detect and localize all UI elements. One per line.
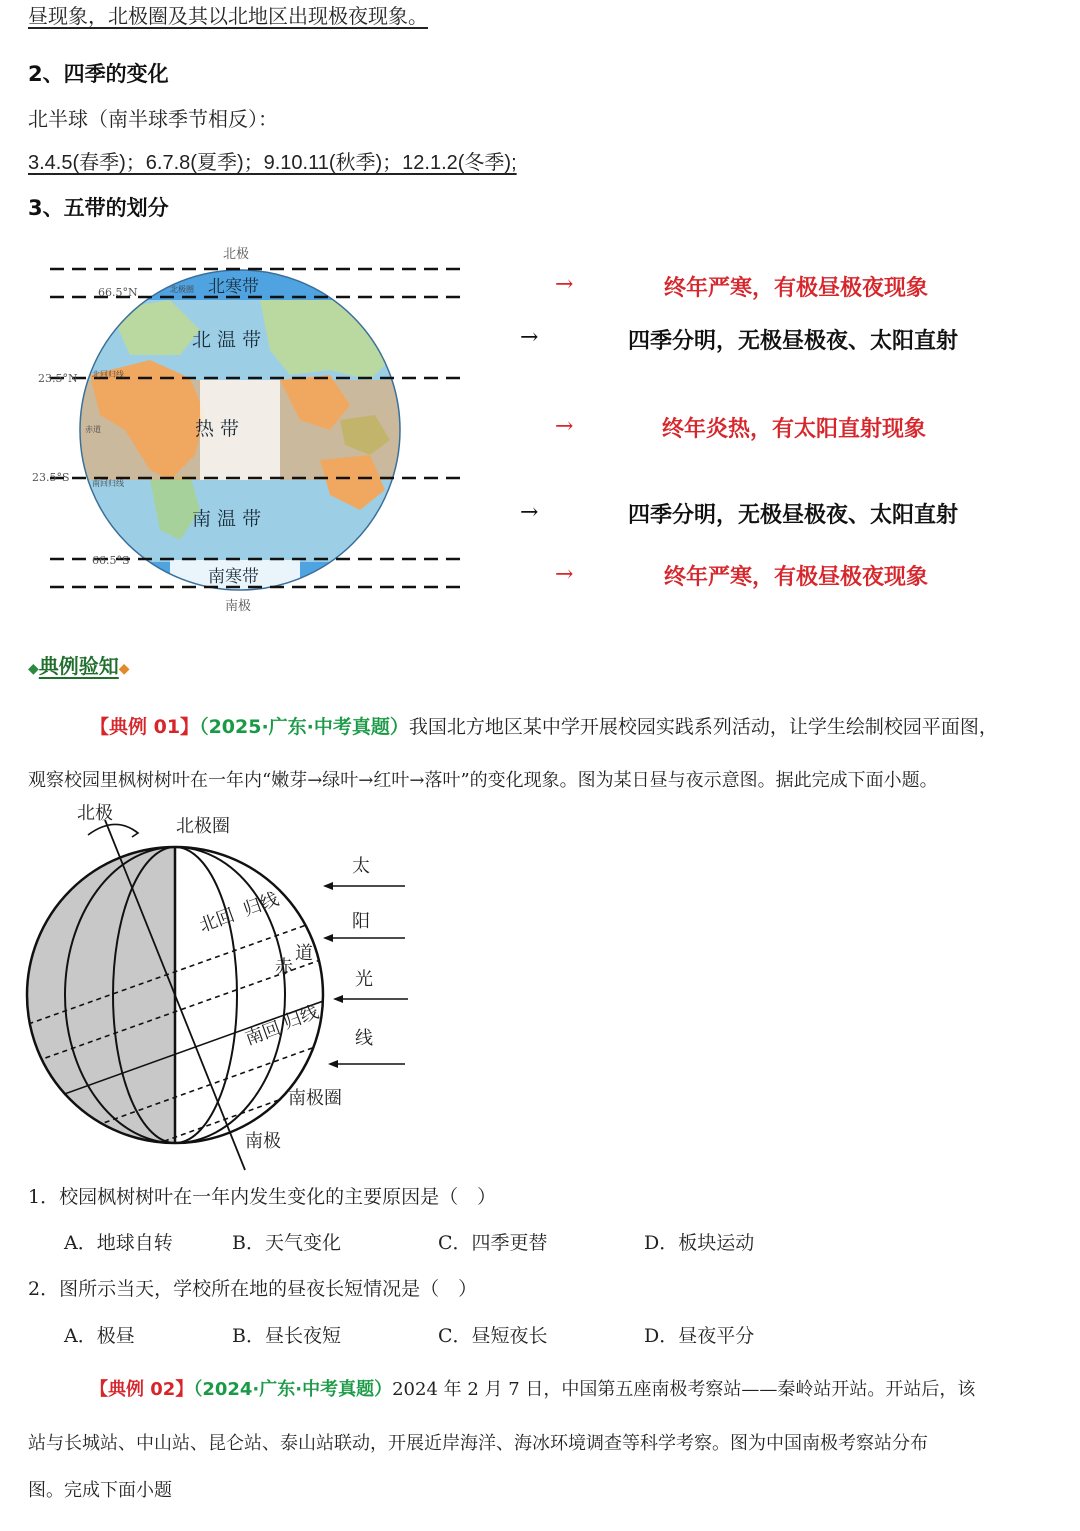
arrow-3: → <box>555 414 574 439</box>
diagram-south-pole: 南极 <box>245 1131 281 1152</box>
q2-option-a[interactable]: A．极昼 <box>64 1325 135 1347</box>
arrow-2: → <box>520 325 539 350</box>
zone-desc-tropical: 终年炎热，有太阳直射现象 <box>662 416 927 442</box>
zone-tropical: 热 带 <box>195 418 240 440</box>
example-01-source: （2025·广东·中考真题） <box>199 716 409 738</box>
diagram-north-pole: 北极 <box>77 803 113 824</box>
globe-north-pole: 北极 <box>223 247 250 262</box>
zone-north-frigid: 北寒带 <box>208 277 259 297</box>
arrow-4: → <box>520 500 539 525</box>
zone-desc-south-frigid: 终年严寒，有极昼极夜现象 <box>664 564 929 590</box>
zone-desc-south-temperate: 四季分明，无极昼极夜、太阳直射 <box>628 502 959 528</box>
q1-option-a[interactable]: A．地球自转 <box>64 1232 173 1254</box>
example-02-source: （2024·广东·中考真题） <box>193 1379 393 1400</box>
seasons-subtitle: 北半球（南半球季节相反）： <box>28 107 278 131</box>
example-01-tag: 【典例 01】 <box>90 716 200 738</box>
label-equator: 赤道 <box>85 425 101 434</box>
zone-south-temperate: 南 温 带 <box>192 508 262 530</box>
q2-option-d[interactable]: D．昼夜平分 <box>644 1325 755 1347</box>
examples-section-title: ◆典例验知◆ <box>28 654 130 678</box>
diagram-equator-a: 赤 <box>275 957 293 978</box>
question-1-stem: 1．校园枫树树叶在一年内发生变化的主要原因是（ ） <box>28 1186 497 1208</box>
lat-66s: 66.5°S <box>92 554 130 567</box>
intro-tail: 昼现象，北极圈及其以北地区出现极夜现象。 <box>28 4 428 28</box>
diamond-icon: ◆ <box>118 661 130 677</box>
lat-23s: 23.5°S <box>32 471 70 484</box>
sunlight-char-1: 太 <box>352 856 370 877</box>
example-02-text: 2024 年 2 月 7 日，中国第五座南极考察站——秦岭站开站。开站后，该 <box>392 1379 976 1400</box>
sunlight-char-2: 阳 <box>352 911 370 932</box>
seasons-months: 3.4.5(春季)；6.7.8(夏季)；9.10.11(秋季)；12.1.2(冬季); <box>28 152 517 174</box>
zone-desc-north-temperate: 四季分明，无极昼极夜、太阳直射 <box>628 328 959 354</box>
day-night-diagram <box>20 795 440 1175</box>
zone-south-frigid: 南寒带 <box>208 567 259 587</box>
label-tropic-cancer: 北回归线 <box>92 370 124 379</box>
label-arctic-circle: 北极圈 <box>170 285 194 294</box>
question-2-stem: 2．图所示当天，学校所在地的昼夜长短情况是（ ） <box>28 1278 478 1300</box>
q2-option-c[interactable]: C．昼短夜长 <box>438 1325 548 1347</box>
q1-option-d[interactable]: D．板块运动 <box>644 1232 755 1254</box>
arrow-1: → <box>555 272 574 297</box>
diagram-tropic-capricorn-a: 南回 <box>242 1017 284 1050</box>
diagram-tropic-cancer-b: 归线 <box>240 888 282 921</box>
zone-north-temperate: 北 温 带 <box>192 329 262 351</box>
example-01-text: 我国北方地区某中学开展校园实践系列活动，让学生绘制校园平面图， <box>408 716 998 738</box>
q2-option-b[interactable]: B．昼长夜短 <box>232 1325 341 1347</box>
sunlight-char-3: 光 <box>355 969 373 990</box>
example-02-line2: 站与长城站、中山站、昆仑站、泰山站联动，开展近岸海洋、海冰环境调查等科学考察。图为中国南极考察站分布 <box>28 1433 928 1454</box>
example-01-line2: 观察校园里枫树树叶在一年内“嫩芽→绿叶→红叶→落叶”的变化现象。图为某日昼与夜示意图。据此完成下面小题。 <box>28 770 938 791</box>
label-tropic-capricorn: 南回归线 <box>92 479 124 488</box>
diagram-tropic-capricorn-b: 归线 <box>280 1001 322 1034</box>
q1-option-c[interactable]: C．四季更替 <box>438 1232 548 1254</box>
lat-66n: 66.5°N <box>98 286 138 299</box>
example-01-line1 <box>90 712 998 739</box>
q1-option-b[interactable]: B．天气变化 <box>232 1232 341 1254</box>
zones-heading: 3、五带的划分 <box>28 196 169 220</box>
example-02-line1 <box>90 1375 975 1401</box>
diamond-icon: ◆ <box>28 661 39 677</box>
arrow-5: → <box>555 562 574 587</box>
zone-desc-north-frigid: 终年严寒，有极昼极夜现象 <box>664 275 929 301</box>
lat-23n: 23.5°N <box>38 372 78 385</box>
example-02-line3: 图。完成下面小题 <box>28 1480 172 1501</box>
sunlight-char-4: 线 <box>355 1028 373 1049</box>
example-02-tag: 【典例 02】 <box>90 1379 194 1400</box>
diagram-antarctic-circle: 南极圈 <box>288 1088 342 1109</box>
diagram-arctic-circle: 北极圈 <box>176 816 230 837</box>
globe-south-pole: 南极 <box>225 599 252 614</box>
diagram-tropic-cancer-a: 北回 <box>196 904 238 937</box>
diagram-equator-b: 道 <box>295 943 313 964</box>
seasons-heading: 2、四季的变化 <box>28 62 169 86</box>
five-zones-globe <box>30 240 490 615</box>
